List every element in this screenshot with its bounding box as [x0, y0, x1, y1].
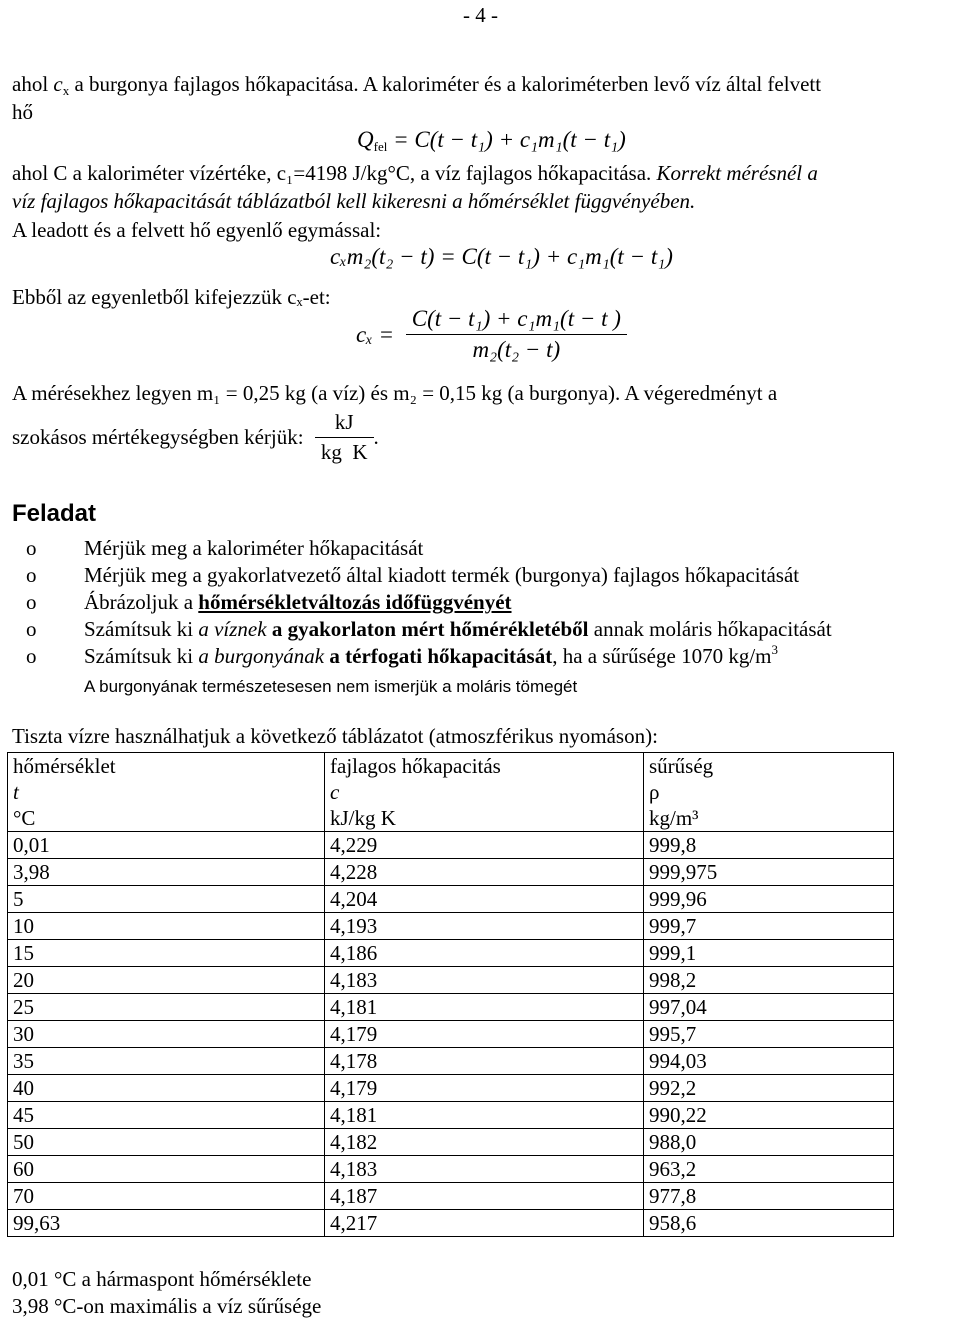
- task-item-5: [12, 643, 952, 670]
- task-text: Mérjük meg a kaloriméter hőkapacitását: [84, 536, 424, 560]
- eq3-numerator: C(t − t₁) + c₁m₁(t − t ): [406, 306, 627, 335]
- table-row: [8, 1048, 894, 1075]
- table-header-row: [8, 779, 894, 805]
- table-cell: 0,01: [8, 832, 325, 859]
- para2-italic-a: Korrekt mérésnél a: [651, 161, 818, 185]
- table-cell: 977,8: [644, 1183, 894, 1210]
- table-cell: 988,0: [644, 1129, 894, 1156]
- table-row: [8, 832, 894, 859]
- task-bullet: o: [26, 617, 37, 641]
- table-row: [8, 913, 894, 940]
- footnote-2: 3,98 °C-on maximális a víz sűrűsége: [12, 1294, 322, 1318]
- table-cell: 998,2: [644, 967, 894, 994]
- task-sup: 3: [771, 642, 778, 657]
- table-cell: 3,98: [8, 859, 325, 886]
- unit-numerator: kJ: [315, 410, 374, 438]
- task-text: Mérjük meg a gyakorlatvezető által kiadott termék (burgonya) fajlagos hőkapacitását: [84, 563, 800, 587]
- unit-fraction: [315, 410, 374, 465]
- equation-heat-absorbed: [357, 127, 626, 153]
- table-row: [8, 1102, 894, 1129]
- header-cell: kJ/kg K: [325, 805, 644, 832]
- table-cell: 958,6: [644, 1210, 894, 1237]
- task-text: Számítsuk ki: [84, 617, 199, 641]
- para2-italic-b: víz fajlagos hőkapacitását táblázatból kell kikeresni a hőmérséklet függvényében.: [12, 189, 696, 213]
- table-cell: 20: [8, 967, 325, 994]
- table-cell: 60: [8, 1156, 325, 1183]
- eq3-lhs: cₓ =: [356, 321, 395, 347]
- task-item-2: [12, 562, 952, 589]
- table-row: [8, 994, 894, 1021]
- table-row: [8, 1210, 894, 1237]
- equation-cx: [356, 306, 627, 363]
- para4-line-1: A mérésekhez legyen m₁ = 0,25 kg (a víz) és m₂ = 0,15 kg (a burgonya). A végeredményt a: [12, 381, 778, 405]
- table-cell: 994,03: [644, 1048, 894, 1075]
- table-cell: 4,183: [325, 967, 644, 994]
- table-cell: 4,179: [325, 1021, 644, 1048]
- table-row: [8, 886, 894, 913]
- intro-symbol-sub: x: [62, 83, 70, 98]
- table-cell: 25: [8, 994, 325, 1021]
- table-cell: 990,22: [644, 1102, 894, 1129]
- table-row: [8, 859, 894, 886]
- table-row: [8, 1021, 894, 1048]
- table-row: [8, 1156, 894, 1183]
- para3: Ebből az egyenletből kifejezzük cₓ-et:: [12, 285, 331, 309]
- table-cell: 4,229: [325, 832, 644, 859]
- intro-text-b: a burgonya fajlagos hőkapacitása. A kaloriméter és a kaloriméterben levő víz által felvett: [69, 72, 822, 96]
- task-emphasis: hőmérsékletváltozás időfüggvényét: [198, 590, 512, 614]
- table-cell: 4,183: [325, 1156, 644, 1183]
- water-properties-table: [7, 752, 894, 1237]
- intro-text-a: ahol: [12, 72, 54, 96]
- task-text-end: , ha a sűrűsége 1070 kg/m: [552, 644, 772, 668]
- para2-line-2: [12, 189, 695, 214]
- table-cell: 963,2: [644, 1156, 894, 1183]
- para2-line-1: [12, 161, 818, 186]
- table-header-row: [8, 805, 894, 832]
- table-cell: 70: [8, 1183, 325, 1210]
- intro-line-1: [12, 72, 821, 97]
- task-bullet: o: [26, 644, 37, 668]
- task-bold: a gyakorlaton mért hőmérékletéből: [266, 617, 589, 641]
- table-cell: 999,1: [644, 940, 894, 967]
- table-row: [8, 967, 894, 994]
- header-cell: sűrűség: [644, 753, 894, 780]
- task-text-end: annak moláris hőkapacitását: [588, 617, 832, 641]
- para4-text: szokásos mértékegységben kérjük:: [12, 425, 304, 449]
- task-bold: a térfogati hőkapacitását: [324, 644, 553, 668]
- page-number: - 4 -: [463, 3, 498, 27]
- para4-line-2: [12, 410, 379, 465]
- task-item-3: [12, 589, 952, 616]
- para2-text: ahol C a kaloriméter vízértéke, c₁=4198 J/kg°C, a víz fajlagos hőkapacitása.: [12, 161, 652, 185]
- table-cell: 99,63: [8, 1210, 325, 1237]
- table-cell: 15: [8, 940, 325, 967]
- table-cell: 4,179: [325, 1075, 644, 1102]
- table-cell: 4,204: [325, 886, 644, 913]
- table-intro: Tiszta vízre használhatjuk a következő táblázatot (atmoszférikus nyomáson):: [12, 724, 658, 748]
- table-cell: 4,178: [325, 1048, 644, 1075]
- footnote-1: 0,01 °C a hármaspont hőmérséklete: [12, 1267, 312, 1291]
- equation-heat-balance: cₓm₂(t₂ − t) = C(t − t₁) + c₁m₁(t − t₁): [330, 244, 673, 269]
- eq3-denominator: m₂(t₂ − t): [472, 337, 561, 362]
- table-cell: 4,181: [325, 994, 644, 1021]
- table-cell: 999,7: [644, 913, 894, 940]
- table-cell: 45: [8, 1102, 325, 1129]
- table-cell: 35: [8, 1048, 325, 1075]
- header-cell: °C: [8, 805, 325, 832]
- header-cell: hőmérséklet: [8, 753, 325, 780]
- eq1-lhs-sub: fel: [373, 139, 388, 154]
- table-cell: 5: [8, 886, 325, 913]
- eq1-lhs: Q: [357, 127, 374, 152]
- table-cell: 4,193: [325, 913, 644, 940]
- table-cell: 4,228: [325, 859, 644, 886]
- table-row: [8, 1129, 894, 1156]
- table-cell: 992,2: [644, 1075, 894, 1102]
- table-row: [8, 1075, 894, 1102]
- para2-line-3: A leadott és a felvett hő egyenlő egymással:: [12, 218, 382, 242]
- header-cell: t: [8, 779, 325, 805]
- table-row: [8, 1183, 894, 1210]
- task-item-1: [12, 535, 952, 562]
- header-cell: ρ: [644, 779, 894, 805]
- task-italic: a víznek: [198, 617, 267, 641]
- header-cell: kg/m³: [644, 805, 894, 832]
- task-list: [12, 535, 952, 670]
- task-item-4: [12, 616, 952, 643]
- table-cell: 997,04: [644, 994, 894, 1021]
- table-cell: 999,8: [644, 832, 894, 859]
- intro-line-2: hő: [12, 100, 33, 124]
- table-row: [8, 940, 894, 967]
- table-cell: 4,182: [325, 1129, 644, 1156]
- unit-denominator: kg K: [320, 440, 368, 464]
- intro-symbol: c: [53, 72, 63, 96]
- task-bullet: o: [26, 563, 37, 587]
- header-cell: fajlagos hőkapacitás: [325, 753, 644, 780]
- table-cell: 999,96: [644, 886, 894, 913]
- header-cell: c: [325, 779, 644, 805]
- task-italic: a burgonyának: [198, 644, 325, 668]
- table-cell: 4,187: [325, 1183, 644, 1210]
- table-cell: 995,7: [644, 1021, 894, 1048]
- task-text: Ábrázoljuk a: [84, 590, 199, 614]
- table-cell: 4,181: [325, 1102, 644, 1129]
- table-cell: 50: [8, 1129, 325, 1156]
- table-cell: 4,186: [325, 940, 644, 967]
- table-header-row: [8, 753, 894, 780]
- table-cell: 30: [8, 1021, 325, 1048]
- table-cell: 999,975: [644, 859, 894, 886]
- task-text: Számítsuk ki: [84, 644, 199, 668]
- task-note: A burgonyának természetesesen nem ismerjük a moláris tömegét: [84, 677, 578, 696]
- feladat-heading: Feladat: [12, 500, 97, 527]
- table-cell: 40: [8, 1075, 325, 1102]
- task-bullet: o: [26, 590, 37, 614]
- table-cell: 10: [8, 913, 325, 940]
- table-cell: 4,217: [325, 1210, 644, 1237]
- eq3-fraction: [406, 306, 627, 363]
- para4-period: .: [373, 425, 379, 449]
- eq1-rhs: = C(t − t₁) + c₁m₁(t − t₁): [393, 127, 626, 152]
- task-bullet: o: [26, 536, 37, 560]
